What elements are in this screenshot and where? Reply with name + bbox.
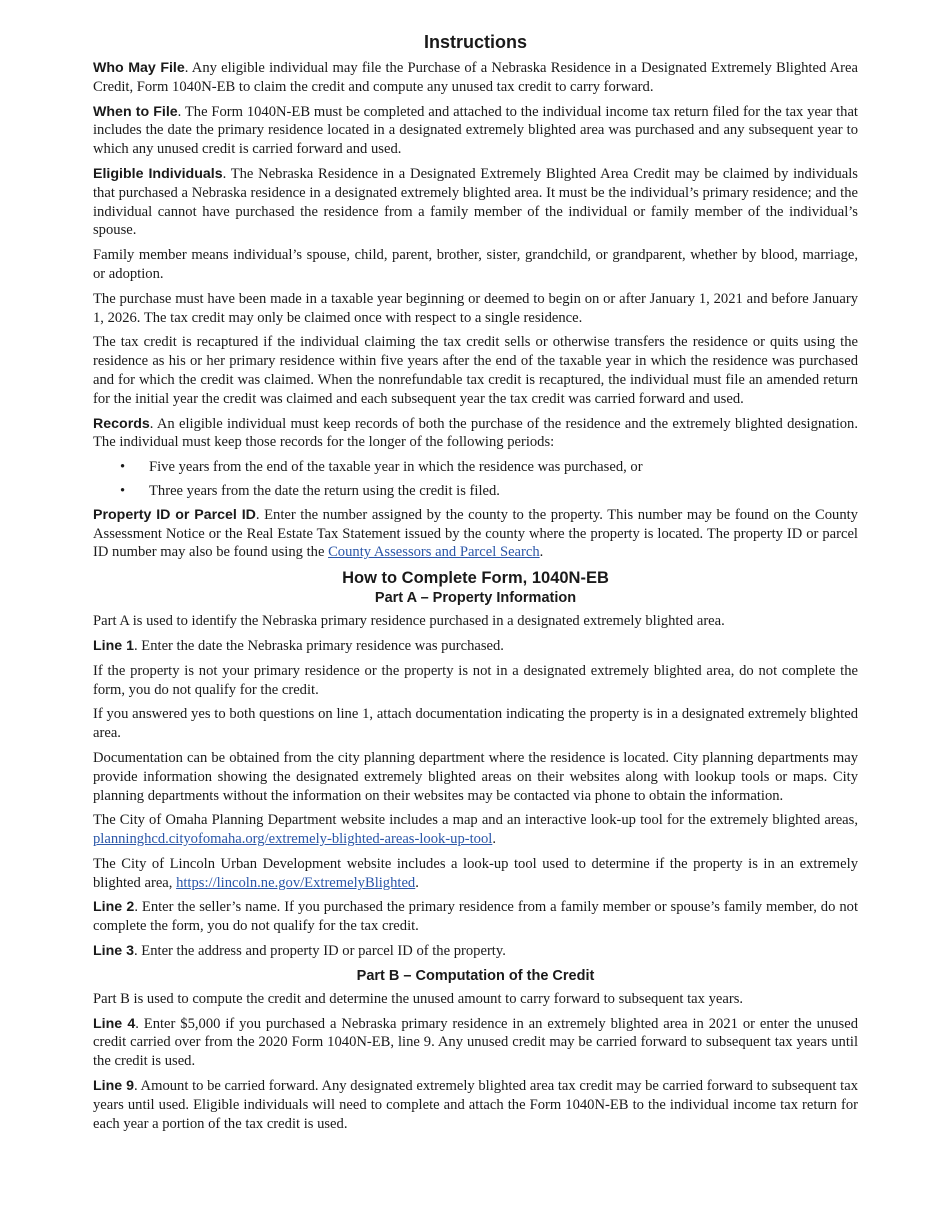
lincoln-paragraph — [93, 855, 858, 893]
line-1-heading: Line 1 — [93, 637, 134, 654]
list-item — [93, 458, 858, 477]
line-1-text: . Enter the date the Nebraska primary residence was purchased. — [134, 637, 504, 654]
line-9-text: . Amount to be carried forward. Any designated extremely blighted area tax credit may be carried forward to subsequent tax years until used. Eligible individuals will need to complete and attach the Form 1040N-EB to the individual income tax return for each year a portion of the tax credit is used. — [93, 1078, 858, 1132]
lincoln-end: . — [415, 874, 419, 891]
omaha-end: . — [492, 831, 496, 848]
family-member-paragraph: Family member means individual’s spouse, child, parent, brother, sister, grandchild, or grandparent, whether by blood, marriage, or adoption. — [93, 247, 858, 282]
eligible-individuals-paragraph — [93, 165, 858, 240]
page-title: Instructions — [423, 32, 527, 52]
records-text: . An eligible individual must keep records of both the purchase of the residence and the extremely blighted designation. The individual must keep those records for the longer of the following periods: — [93, 415, 858, 451]
eligible-individuals-text: . The Nebraska Residence in a Designated Extremely Blighted Area Credit may be claimed by individuals that purchased a Nebraska residence in a designated extremely blighted area. It must be the individual’s primary residence; and the individual cannot have purchased the residence from a family member of the individual or family member of the individual’s spouse. — [93, 165, 858, 239]
records-paragraph — [93, 415, 858, 453]
records-item-text: Five years from the end of the taxable year in which the residence was purchased, or — [149, 459, 643, 476]
when-to-file-text: . The Form 1040N-EB must be completed and attached to the individual income tax return filed for the tax year that includes the date the primary residence located in a designated extremely blighted area was purchased and any subsequent year to which any unused credit is carried forward and used. — [93, 103, 858, 158]
recapture-paragraph: The tax credit is recaptured if the individual claiming the tax credit sells or otherwise transfers the residence or quits using the residence as his or her primary residence within five years after the end of the taxable year in which the residence was purchased and for which the credit was claimed. When the nonrefundable tax credit is recaptured, the individual must file an amended return for the initial year the credit was claimed and each subsequent year the tax credit was carried forward and used. — [93, 334, 858, 407]
property-id-paragraph — [93, 506, 858, 562]
line-2-heading: Line 2 — [93, 899, 135, 916]
county-assessors-link[interactable]: County Assessors and Parcel Search — [328, 544, 540, 561]
part-b-heading: Part B – Computation of the Credit — [356, 967, 595, 984]
line-3-heading: Line 3 — [93, 943, 134, 960]
omaha-lookup-link[interactable]: planninghcd.cityofomaha.org/extremely-blighted-areas-look-up-tool — [93, 831, 493, 848]
instructions-page — [93, 30, 858, 1139]
who-may-file-paragraph — [93, 59, 858, 97]
list-item — [93, 482, 858, 501]
line-9-paragraph — [93, 1077, 858, 1133]
records-heading: Records — [93, 415, 150, 432]
line-4-heading: Line 4 — [93, 1015, 136, 1032]
purchase-timing-paragraph: The purchase must have been made in a taxable year beginning or deemed to begin on or after January 1, 2021 and before January 1, 2026. The tax credit may only be claimed once with respect to a single residence. — [93, 290, 858, 326]
lincoln-text: The City of Lincoln Urban Development website includes a look-up tool used to determine if the property is in an extremely blighted area, — [93, 855, 858, 891]
line-3-paragraph — [93, 942, 858, 961]
line-2-paragraph — [93, 898, 858, 936]
who-may-file-text: . Any eligible individual may file the Purchase of a Nebraska Residence in a Designated Extremely Blighted Area Credit, Form 1040N-EB to claim the credit and compute any unused tax credit to carry forward. — [93, 60, 858, 95]
line-1-paragraph — [93, 637, 858, 656]
when-to-file-heading: When to File — [93, 103, 178, 120]
omaha-text: The City of Omaha Planning Department website includes a map and an interactive look-up tool for the extremely blighted areas, — [93, 812, 858, 829]
answered-yes-paragraph: If you answered yes to both questions on line 1, attach documentation indicating the property is in a designated extremely blighted area. — [93, 706, 858, 742]
line-2-text: . Enter the seller’s name. If you purchased the primary residence from a family member or spouse’s family member, do not complete the form, you do not qualify for the tax credit. — [93, 899, 858, 935]
eligible-individuals-heading: Eligible Individuals — [93, 165, 223, 182]
records-list — [93, 458, 858, 501]
records-item-text: Three years from the date the return using the credit is filed. — [149, 482, 500, 499]
part-a-heading: Part A – Property Information — [374, 590, 577, 607]
line-4-paragraph — [93, 1015, 858, 1071]
property-id-text: . Enter the number assigned by the county to the property. This number may be found on the County Assessment Notice or the Real Estate Tax Statement issued by the county where the property is located. The property ID or parcel ID number may also be found using the — [93, 506, 858, 561]
property-id-end: . — [539, 544, 544, 561]
who-may-file-heading: Who May File — [93, 60, 185, 76]
part-b-intro: Part B is used to compute the credit and determine the unused amount to carry forward to subsequent tax years. — [93, 990, 744, 1007]
line-3-text: . Enter the address and property ID or parcel ID of the property. — [134, 943, 506, 960]
how-to-complete-heading: How to Complete Form, 1040N-EB — [342, 569, 609, 588]
line-4-text: . Enter $5,000 if you purchased a Nebraska primary residence in an extremely blighted area in 2021 or enter the unused credit carried over from the 2020 Form 1040N-EB, line 9. Any unused credit may be carried forward to subsequent tax years until the credit is used. — [93, 1015, 858, 1070]
part-a-intro: Part A is used to identify the Nebraska primary residence purchased in a designated extremely blighted area. — [93, 613, 725, 630]
omaha-paragraph — [93, 811, 858, 849]
bullet-icon: • — [120, 459, 126, 476]
not-primary-paragraph: If the property is not your primary residence or the property is not in a designated extremely blighted area, do not complete the form, you do not qualify for the credit. — [93, 662, 858, 698]
bullet-icon: • — [120, 482, 126, 499]
when-to-file-paragraph — [93, 103, 858, 159]
documentation-paragraph: Documentation can be obtained from the city planning department where the residence is located. City planning departments may provide information showing the designated extremely blighted areas on their websites along with lookup tools or maps. City planning departments without the information on their websites may be contacted via phone to obtain the information. — [93, 749, 858, 804]
property-id-heading: Property ID or Parcel ID — [93, 506, 256, 523]
lincoln-lookup-link[interactable]: https://lincoln.ne.gov/ExtremelyBlighted — [176, 874, 416, 891]
line-9-heading: Line 9 — [93, 1078, 135, 1095]
